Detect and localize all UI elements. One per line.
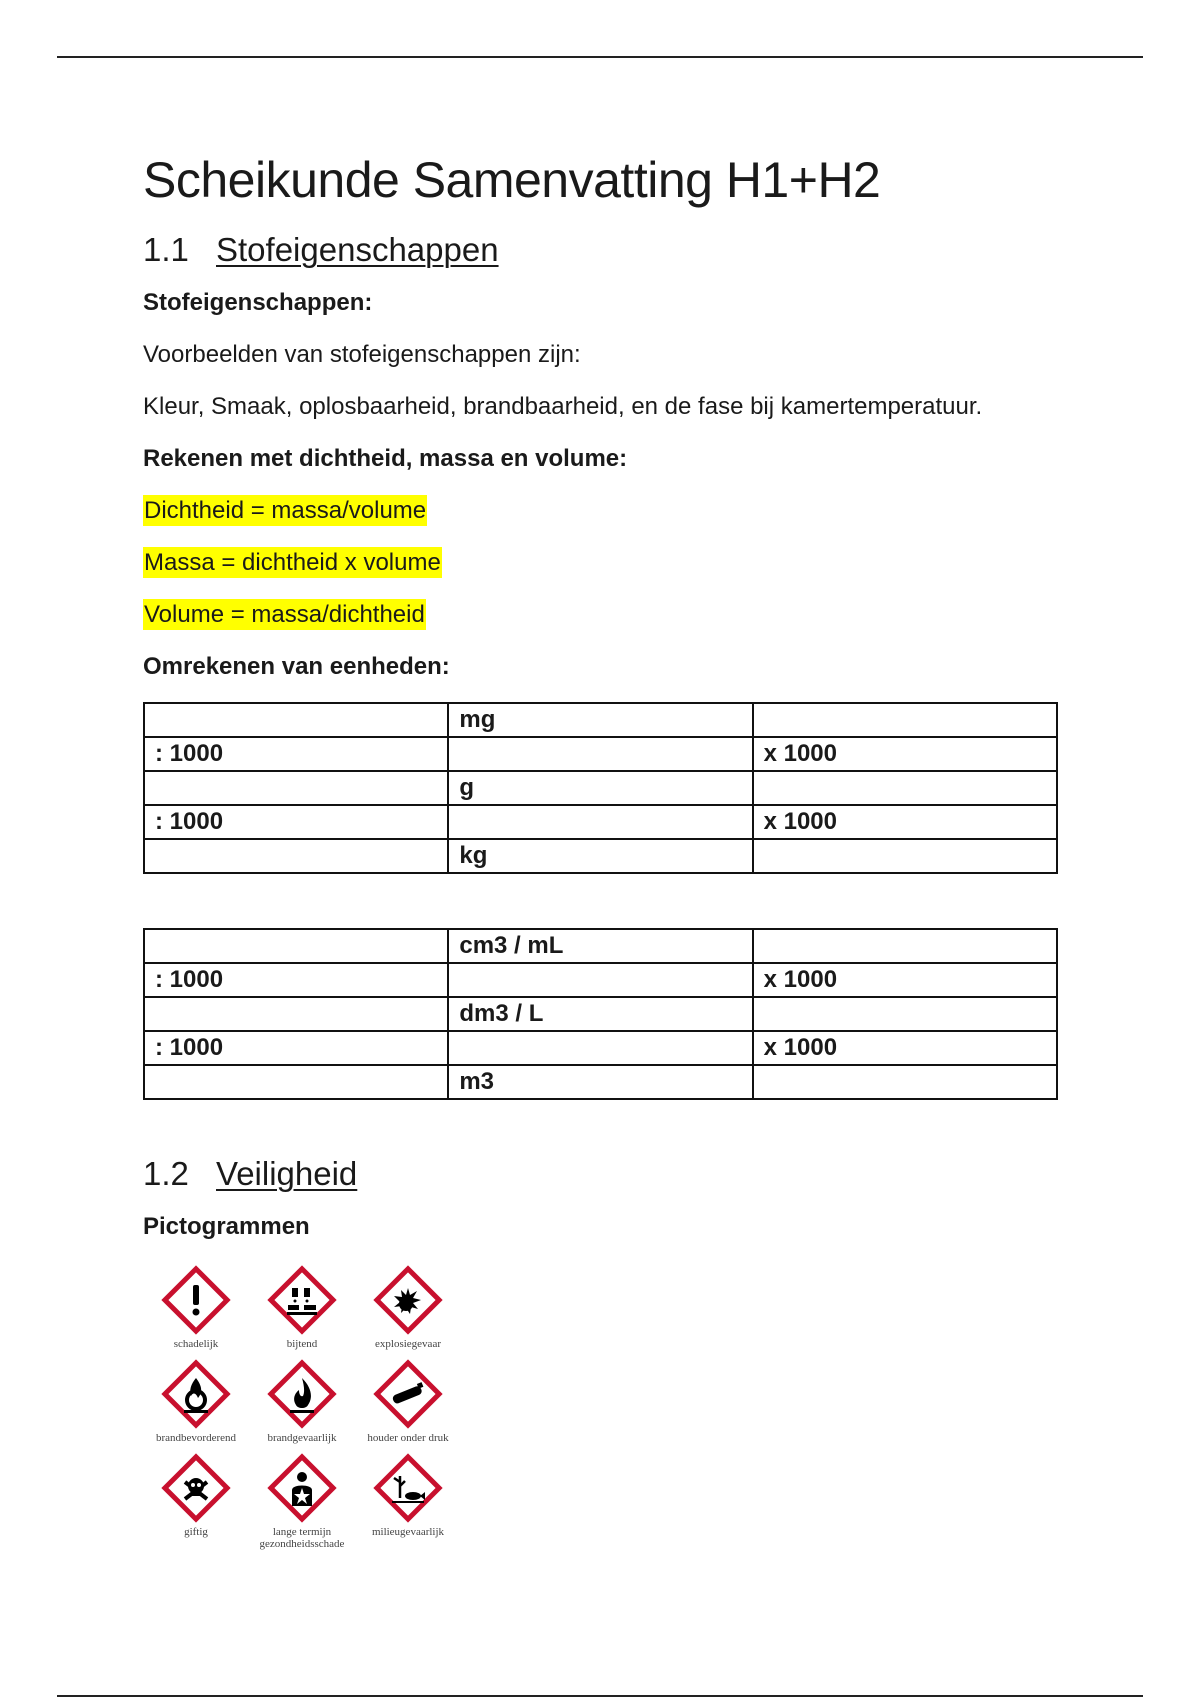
table-cell [448,805,752,839]
health-hazard-icon [266,1452,338,1524]
table-cell: x 1000 [753,1031,1057,1065]
gas-cylinder-icon [372,1358,444,1430]
skull-icon [160,1452,232,1524]
pictogram-label: giftig [184,1526,208,1538]
explosive-icon [372,1264,444,1336]
formula-volume [143,600,1063,630]
section-title: Stofeigenschappen [216,231,499,268]
section-number: 1.1 [143,231,189,268]
pictogram-label: schadelijk [173,1338,219,1350]
pictogram [249,1358,355,1444]
table-cell: cm3 / mL [448,929,752,963]
table-cell: g [448,771,752,805]
table-cell [753,839,1057,873]
formula-dichtheid [143,496,1063,526]
table-cell [753,771,1057,805]
table-cell [753,929,1057,963]
pictogram [355,1452,461,1550]
table-cell: : 1000 [144,963,448,997]
table-cell [753,703,1057,737]
flame-icon [266,1358,338,1430]
table-row [144,1065,1057,1099]
pictogram-grid [143,1264,1063,1550]
section-title: Veiligheid [216,1155,358,1192]
table-cell [448,963,752,997]
highlighted-formula: Massa = dichtheid x volume [144,549,441,576]
table-cell: kg [448,839,752,873]
formula-massa [143,548,1063,578]
pictogram-label: lange termijn gezondheidsschade [259,1526,345,1550]
table-cell [144,1065,448,1099]
table-row [144,771,1057,805]
oxidizing-icon [160,1358,232,1430]
pictogram-label: brandbevorderend [155,1432,237,1444]
pictogram [249,1264,355,1350]
table-cell [144,703,448,737]
pictogram [143,1452,249,1550]
table-cell: x 1000 [753,737,1057,771]
footer-rule [57,1695,1143,1697]
pictogram [249,1452,355,1550]
pictogram-label: bijtend [286,1338,318,1350]
table-cell: m3 [448,1065,752,1099]
label-rekenen: Rekenen met dichtheid, massa en volume: [143,445,628,472]
intro-text: Voorbeelden van stofeigenschappen zijn: [143,341,581,368]
table-row [144,1031,1057,1065]
table-cell: : 1000 [144,805,448,839]
environment-icon [372,1452,444,1524]
highlighted-formula: Dichtheid = massa/volume [144,497,427,524]
table-row [144,963,1057,997]
pictogram-label: milieugevaarlijk [371,1526,445,1538]
page-title: Scheikunde Samenvatting H1+H2 [143,152,881,208]
pictogram [143,1264,249,1350]
table-cell [144,839,448,873]
label-pictogrammen: Pictogrammen [143,1213,310,1240]
table-cell: x 1000 [753,805,1057,839]
table-row [144,929,1057,963]
header-rule [57,56,1143,58]
table-cell: : 1000 [144,737,448,771]
table-cell: dm3 / L [448,997,752,1031]
table-cell: : 1000 [144,1031,448,1065]
table-cell: x 1000 [753,963,1057,997]
table-cell [144,929,448,963]
pictogram-label: brandgevaarlijk [267,1432,337,1444]
table-cell [448,737,752,771]
mass-units-table [143,702,1058,874]
pictogram [143,1358,249,1444]
pictogram-label: explosiegevaar [375,1338,441,1350]
table-row [144,997,1057,1031]
section-number: 1.2 [143,1155,189,1192]
table-cell [753,997,1057,1031]
label-omrekenen: Omrekenen van eenheden: [143,653,450,680]
volume-units-table [143,928,1058,1100]
exclamation-icon [160,1264,232,1336]
table-row [144,737,1057,771]
table-cell: mg [448,703,752,737]
examples-text: Kleur, Smaak, oplosbaarheid, brandbaarheid, en de fase bij kamertemperatuur. [143,393,983,420]
section-heading-veiligheid [143,1152,1063,1196]
table-row [144,703,1057,737]
table-cell [144,771,448,805]
table-cell [753,1065,1057,1099]
pictogram [355,1358,461,1444]
corrosive-icon [266,1264,338,1336]
pictogram [355,1264,461,1350]
table-cell [144,997,448,1031]
label-stofeigenschappen: Stofeigenschappen: [143,289,373,316]
highlighted-formula: Volume = massa/dichtheid [144,601,425,628]
section-heading-stofeigenschappen [143,228,1063,272]
table-cell [448,1031,752,1065]
pictogram-label: houder onder druk [367,1432,449,1444]
table-row [144,805,1057,839]
document-page [143,150,1063,1550]
table-row [144,839,1057,873]
